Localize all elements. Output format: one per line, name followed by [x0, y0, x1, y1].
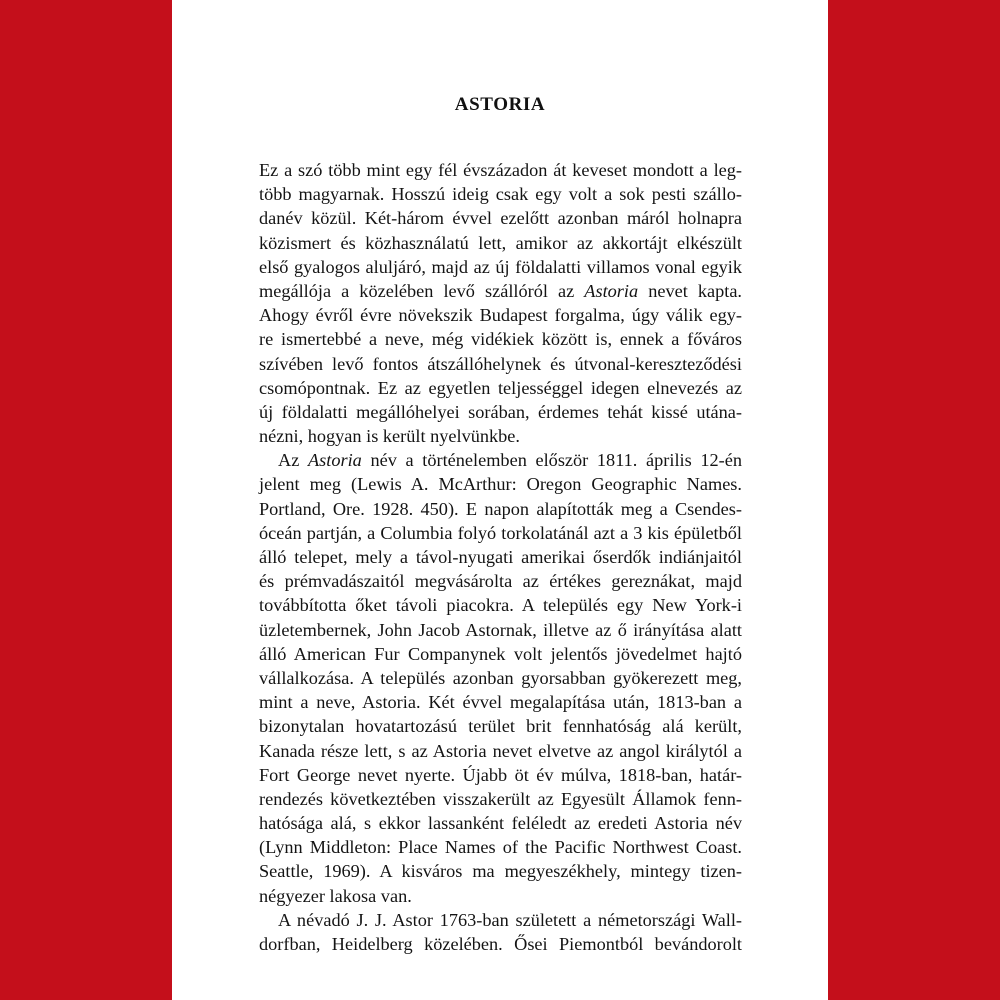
text-line: mint a neve, Astoria. Két évvel megalapítása után, 1813-ban a [259, 692, 742, 713]
text-run: megállója a közelében levő szállóról az [259, 280, 585, 301]
text-line: Seattle, 1969). A kisváros ma megyeszékhely, mintegy tizen- [259, 861, 742, 882]
text-run: Az [278, 450, 308, 471]
text-line: álló American Fur Companynek volt jelentős jövedelmet hajtó [259, 643, 742, 664]
text-line: vállalkozása. A település azonban gyorsabban gyökerezett meg, [259, 667, 742, 688]
text-line: Ez a szó több mint egy fél évszázadon át keveset mondott a leg- [259, 160, 742, 180]
text-line: álló telepet, mely a távol-nyugati amerikai őserdők indiánjaitól [259, 547, 742, 567]
text-line: danév közül. Két-három évvel ezelőtt azonban máról holnapra [259, 208, 742, 229]
text-line: Kanada része lett, s az Astoria nevet elvetve az angol királytól a [259, 740, 742, 761]
text-line: (Lynn Middleton: Place Names of the Pacific Northwest Coast. [259, 837, 742, 858]
text-line: és prémvadászaitól megvásárolta az értékes gereznákat, majd [259, 571, 742, 592]
text-line: nézni, hogyan is került nyelvünkbe. [259, 426, 520, 447]
text-line: több magyarnak. Hosszú ideig csak egy volt a sok pesti szállo- [259, 184, 742, 205]
italic-word: Astoria [307, 450, 362, 471]
text-line: közismert és közhasználatú lett, amikor az akkortájt elkészült [259, 232, 742, 253]
text-line: hatósága alá, s ekkor lassanként feléledt az eredeti Astoria név [259, 813, 742, 834]
text-line: továbbította őket távoli piacokra. A település egy New York-i [259, 595, 742, 616]
text-line: bizonytalan hovatartozású terület brit fennhatóság alá került, [259, 716, 742, 737]
body-text [259, 158, 742, 956]
text-line: rendezés következtében visszakerült az Egyesült Államok fenn- [259, 788, 742, 809]
text-line: óceán partján, a Columbia folyó torkolatánál azt a 3 kis épületből [259, 522, 742, 543]
text-line: Portland, Ore. 1928. 450). E napon alapították meg a Csendes- [259, 498, 742, 519]
text-line: négyezer lakosa van. [259, 885, 412, 906]
text-line: jelent meg (Lewis A. McArthur: Oregon Geographic Names. [259, 474, 742, 495]
text-line: első gyalogos aluljáró, majd az új földalatti villamos vonal egyik [259, 256, 742, 277]
text-line [259, 279, 742, 303]
text-line: A névadó J. J. Astor 1763-ban született a németországi Wall- [278, 909, 742, 930]
text-line: dorfban, Heidelberg közelében. Ősei Piemontból bevándorolt [259, 934, 742, 954]
text-line: re ismertebbé a neve, még vidékiek között is, ennek a főváros [259, 329, 742, 350]
text-line: csomópontnak. Ez az egyetlen teljességgel idegen elnevezés az [259, 377, 742, 398]
book-page [172, 0, 828, 1000]
chapter-title: ASTORIA [454, 94, 546, 115]
italic-word: Astoria [584, 280, 639, 301]
text-line: Ahogy évről évre növekszik Budapest forgalma, úgy válik egy- [259, 305, 742, 326]
text-line: üzletembernek, John Jacob Astornak, illetve az ő irányítása alatt [259, 619, 742, 640]
text-line: Fort George nevet nyerte. Újabb öt év múlva, 1818-ban, határ- [259, 764, 742, 785]
text-line [259, 448, 742, 472]
text-line: új földalatti megállóhelyei sorában, érdemes tehát kissé utána- [259, 401, 742, 422]
text-run: név a történelemben először 1811. április 12-én [361, 450, 742, 471]
text-run: nevet kapta. [638, 280, 743, 301]
text-line: szívében levő fontos átszállóhelynek és útvonal-kereszteződési [259, 353, 742, 374]
